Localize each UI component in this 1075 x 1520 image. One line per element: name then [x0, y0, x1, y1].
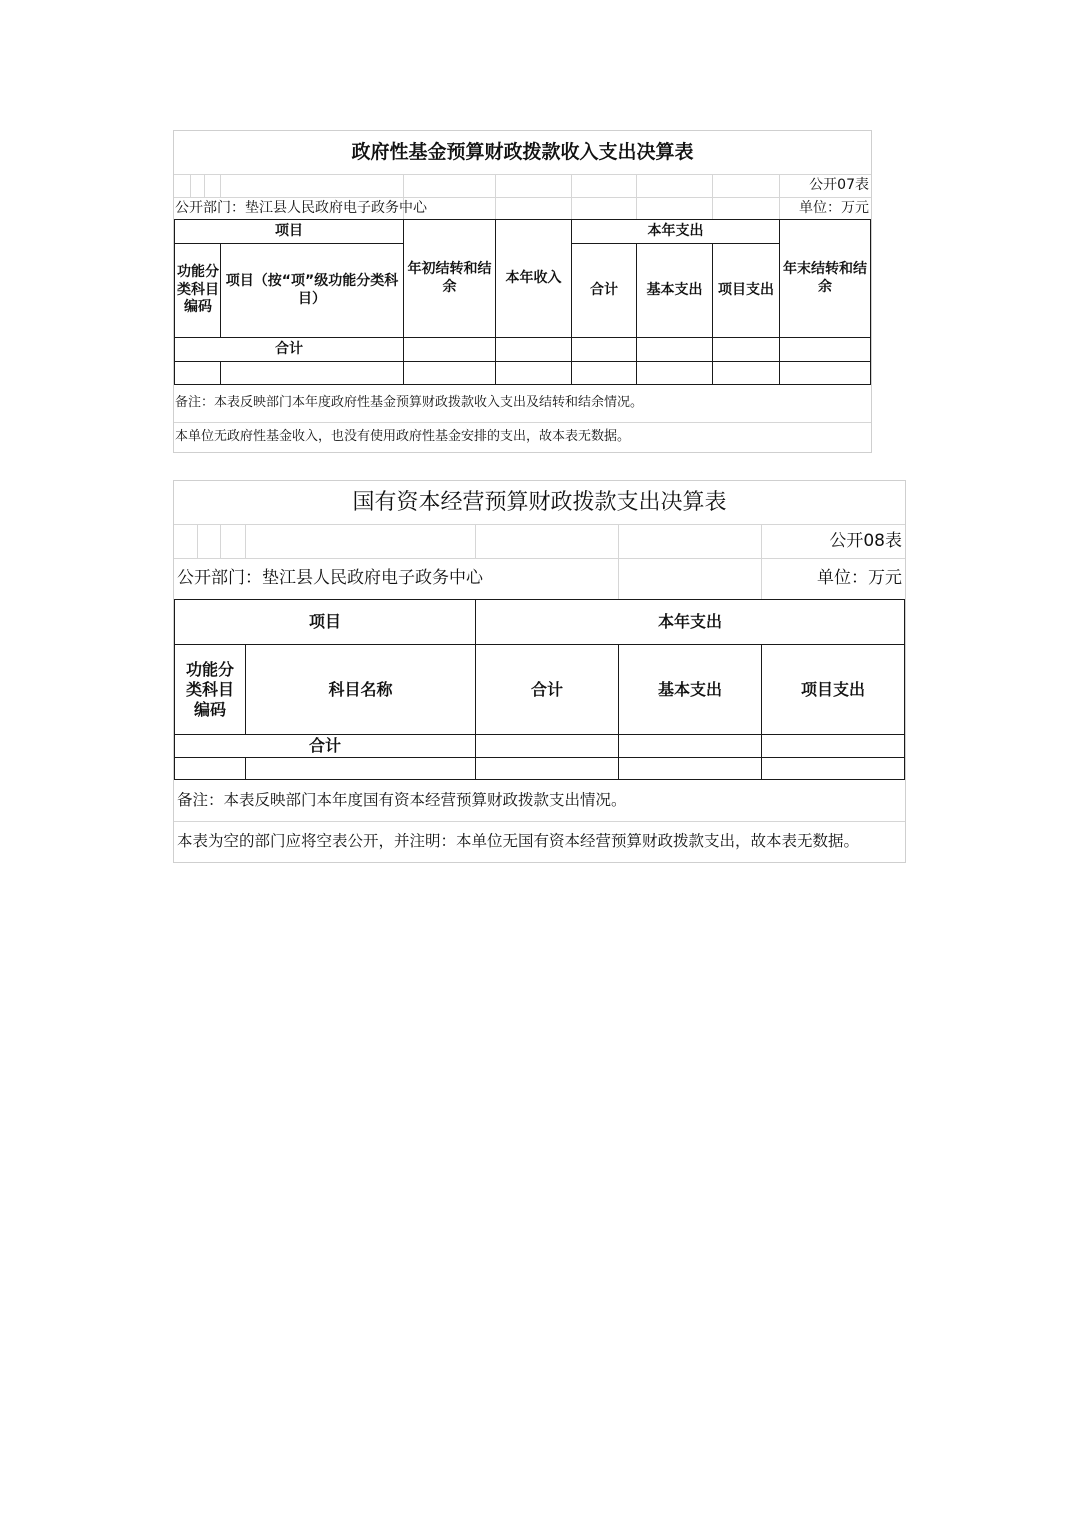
header-beginning-balance: 年初结转和结余 — [407, 261, 492, 295]
header-item: 项目（按“项”级功能分类科目） — [225, 273, 399, 307]
table08-title: 国有资本经营预算财政拨款支出决算表 — [352, 489, 727, 515]
header-project-expense: 项目支出 — [800, 679, 865, 699]
table07-note1: 备注：本表反映部门本年度政府性基金预算财政拨款收入支出及结转和结余情况。 — [175, 395, 644, 411]
header-income: 本年收入 — [505, 269, 562, 286]
table07-code: 公开07表 — [809, 177, 869, 194]
header-project-expense: 项目支出 — [718, 281, 774, 298]
header-expense-group: 本年支出 — [647, 222, 704, 239]
table08-unit: 单位：万元 — [817, 568, 902, 589]
header-total: 合计 — [590, 281, 618, 298]
header-ending-balance: 年末结转和结余 — [783, 261, 867, 295]
header-project: 项目 — [275, 222, 303, 239]
table07-title: 政府性基金预算财政拨款收入支出决算表 — [351, 140, 694, 163]
table07-unit: 单位：万元 — [799, 199, 869, 216]
fund-budget-table-sheet — [173, 130, 872, 453]
table08-note2: 本表为空的部门应将空表公开，并注明：本单位无国有资本经营预算财政拨款支出，故本表无数据。 — [177, 831, 860, 850]
state-capital-table-sheet — [173, 480, 906, 863]
table08-department: 公开部门：垫江县人民政府电子政务中心 — [177, 568, 483, 589]
header-project: 项目 — [308, 612, 341, 631]
total-row-label: 合计 — [275, 340, 303, 357]
header-func-code: 功能分类科目编码 — [177, 264, 219, 316]
header-total: 合计 — [530, 679, 563, 699]
table07-note2: 本单位无政府性基金收入，也没有使用政府性基金安排的支出，故本表无数据。 — [175, 428, 631, 444]
header-basic-expense: 基本支出 — [646, 281, 703, 298]
total-row-label: 合计 — [308, 736, 341, 755]
table08-note1: 备注：本表反映部门本年度国有资本经营预算财政拨款支出情况。 — [177, 790, 627, 809]
header-subject-name: 科目名称 — [328, 679, 393, 699]
table08-code: 公开08表 — [829, 530, 902, 551]
table07-department: 公开部门：垫江县人民政府电子政务中心 — [175, 199, 427, 216]
header-expense-group: 本年支出 — [657, 612, 722, 631]
header-func-code: 功能分类科目编码 — [185, 659, 234, 719]
header-basic-expense: 基本支出 — [657, 679, 722, 699]
